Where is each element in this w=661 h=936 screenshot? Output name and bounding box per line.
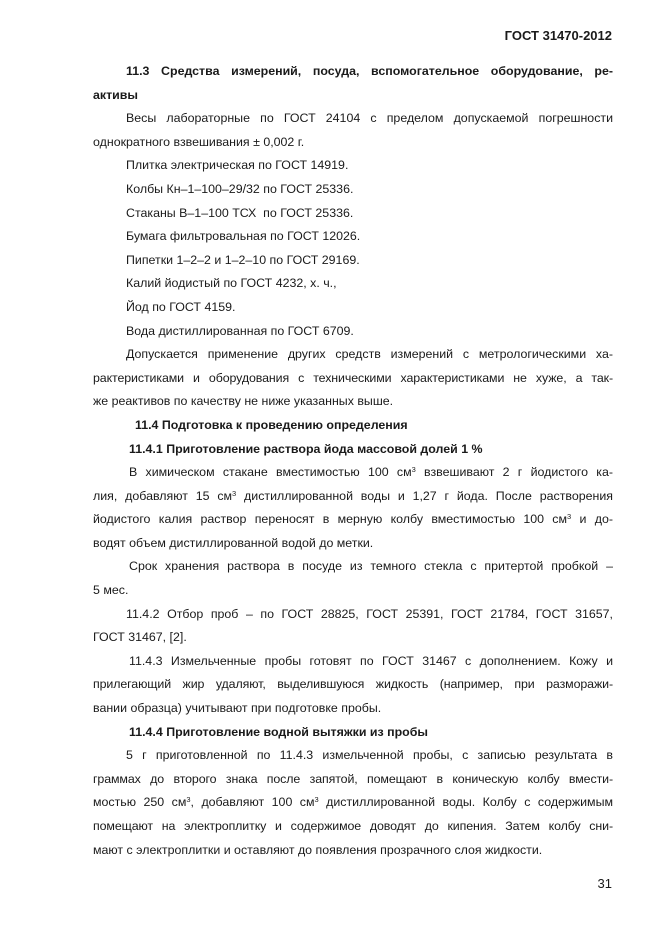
paragraph-line: помещают на электроплитку и содержимое доводят до кипения. Затем колбу сни- (93, 819, 613, 833)
list-item: Бумага фильтровальная по ГОСТ 12026. (126, 229, 361, 244)
paragraph-line: прилегающий жир удаляют, выделившуюся жидкость (например, при разморажи- (93, 677, 613, 692)
subsection-heading-11-4-4: 11.4.4 Приготовление водной вытяжки из пробы (129, 724, 428, 739)
list-item: Колбы Кн–1–100–29/32 по ГОСТ 25336. (126, 181, 354, 196)
subsection-heading-11-4-1: 11.4.1 Приготовление раствора йода массовой долей 1 % (129, 441, 483, 456)
list-item: Йод по ГОСТ 4159. (126, 299, 236, 314)
paragraph-line: 11.4.2 Отбор проб – по ГОСТ 28825, ГОСТ 25391, ГОСТ 21784, ГОСТ 31657, (126, 606, 613, 621)
paragraph-line: водят объем дистиллированной водой до метки. (93, 535, 374, 550)
list-item: Стаканы В–1–100 ТСХ по ГОСТ 25336. (126, 205, 354, 220)
paragraph-line: ГОСТ 31467, [2]. (93, 630, 187, 645)
paragraph-line: мостью 250 $см^3$, добавляют 100 $см^3$ дистиллированной воды. Колбу с содержимым (93, 795, 613, 810)
paragraph-line: рактеристиками и оборудования с техническими характеристиками не хуже, а так- (93, 370, 613, 385)
page-number: 31 (597, 876, 612, 891)
paragraph-line: йодистого калия раствор переносят в мерную колбу вместимостью 100 $см^3$ и до- (93, 512, 614, 527)
list-item: Калий йодистый по ГОСТ 4232, х. ч., (126, 276, 337, 291)
superscript: 3 (567, 512, 572, 522)
section-heading-11-4: 11.4 Подготовка к проведению определения (135, 417, 408, 432)
list-item: Плитка электрическая по ГОСТ 14919. (126, 158, 349, 173)
paragraph-line: мают с электроплитки и оставляют до появления прозрачного слоя жидкости. (93, 842, 543, 857)
paragraph-line: же реактивов по качеству не ниже указанных выше. (93, 394, 394, 409)
paragraph-line: Весы лабораторные по ГОСТ 24104 с пределом допускаемой погрешности (126, 111, 613, 126)
paragraph-line: 11.4.3 Измельченные пробы готовят по ГОСТ 31467 с дополнением. Кожу и (129, 653, 613, 668)
paragraph-line: вании образца) учитывают при подготовке пробы. (93, 701, 382, 716)
paragraph-line: однократного взвешивания ± 0,002 г. (93, 134, 305, 149)
section-heading-11-3-cont: активы (93, 87, 138, 102)
document-body (93, 60, 613, 862)
superscript: 3 (411, 465, 416, 475)
paragraph-line: В химическом стакане вместимостью 100 $см^3$ взвешивают 2 г йодистого ка- (129, 465, 614, 480)
paragraph-line: 5 мес. (93, 583, 129, 598)
paragraph-line: 5 г приготовленной по 11.4.3 измельченной пробы, с записью результата в (126, 748, 613, 763)
paragraph-line: Допускается применение других средств измерений с метрологическими ха- (126, 347, 613, 362)
paragraph-line: Срок хранения раствора в посуде из темного стекла с притертой пробкой – (129, 559, 613, 574)
superscript: 3 (186, 795, 191, 805)
list-item: Вода дистиллированная по ГОСТ 6709. (126, 323, 354, 338)
standard-code: ГОСТ 31470-2012 (504, 28, 612, 43)
superscript: 3 (314, 795, 319, 805)
superscript: 3 (232, 488, 237, 498)
paragraph-line: лия, добавляют 15 $см^3$ дистиллированной воды и 1,27 г йода. После растворения (93, 488, 613, 503)
paragraph-line: граммах до второго знака после запятой, помещают в коническую колбу вмести- (93, 771, 613, 786)
section-heading-11-3: 11.3 Средства измерений, посуда, вспомогательное оборудование, ре- (126, 64, 613, 78)
list-item: Пипетки 1–2–2 и 1–2–10 по ГОСТ 29169. (126, 252, 360, 267)
